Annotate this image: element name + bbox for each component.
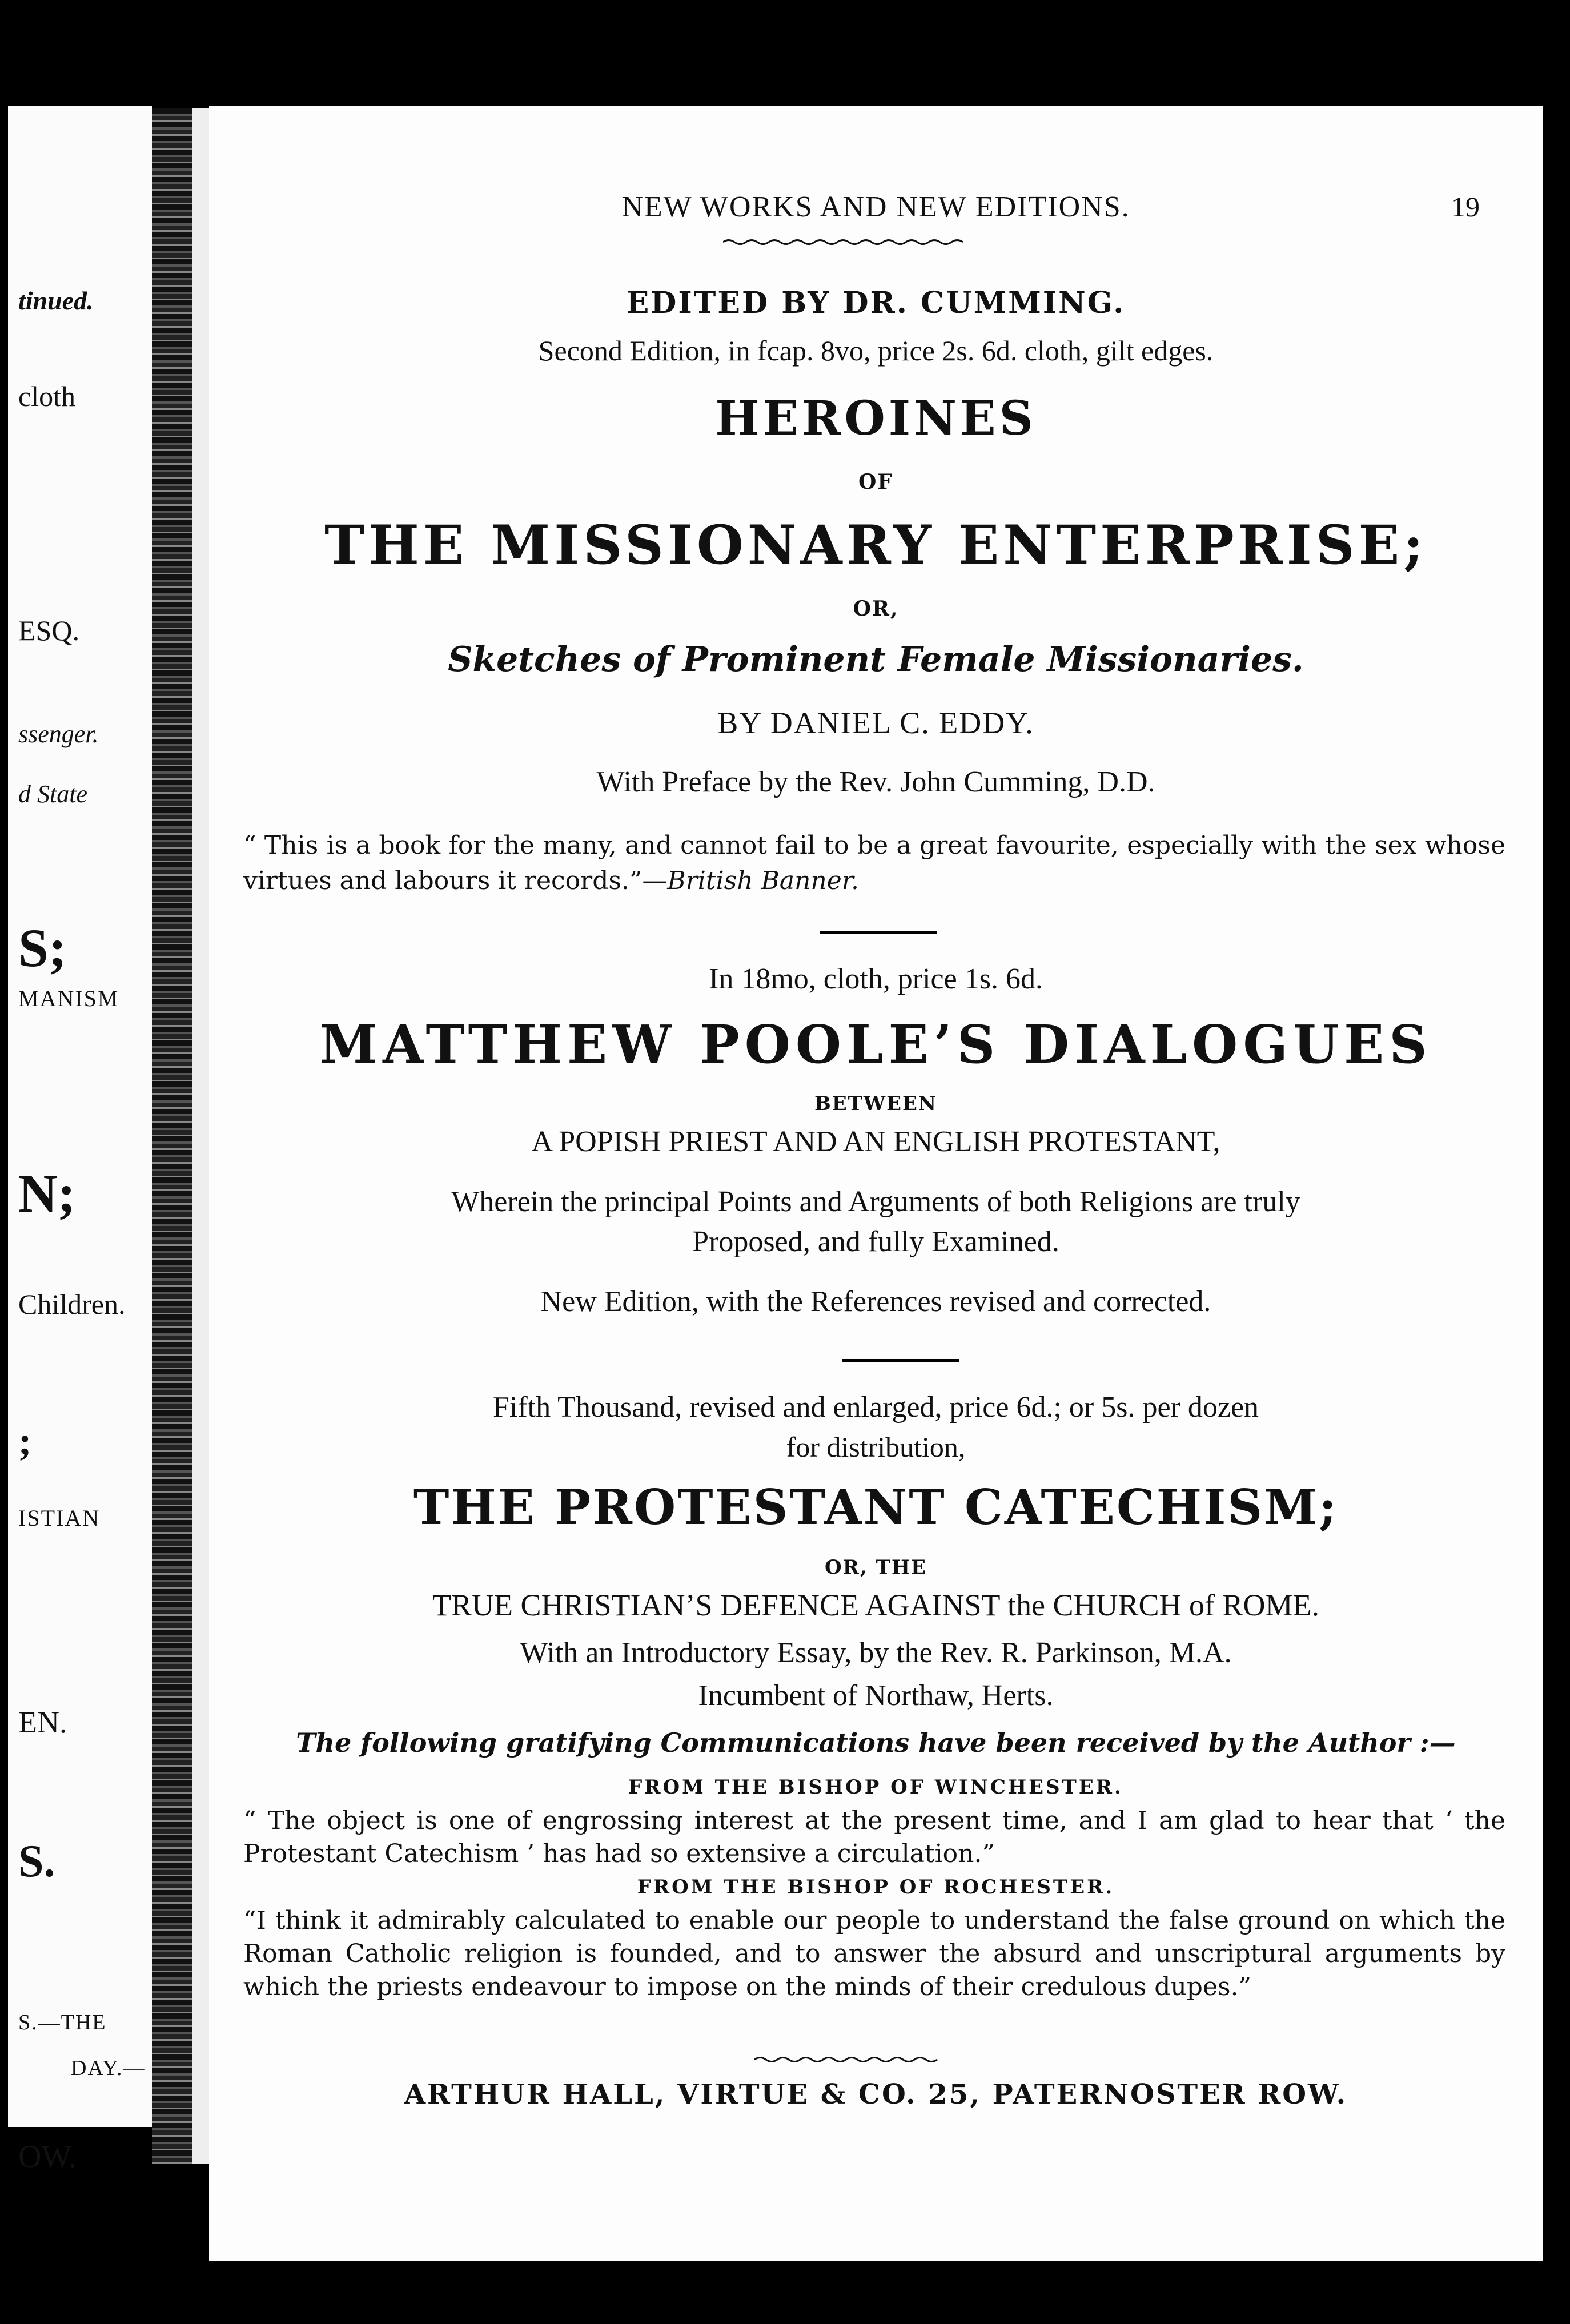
book-page bbox=[209, 106, 1543, 2261]
ornamental-squiggle-2 bbox=[754, 2056, 943, 2064]
missionary-title: THE MISSIONARY ENTERPRISE; bbox=[324, 514, 1427, 577]
catechism-edition-2: for distribution, bbox=[786, 1431, 966, 1463]
poole-edition: In 18mo, cloth, price 1s. 6d. bbox=[709, 963, 1043, 995]
heroines-of: OF bbox=[858, 470, 893, 494]
heroines-or: OR, bbox=[853, 597, 899, 621]
heroines-subtitle: Sketches of Prominent Female Missionaries. bbox=[448, 640, 1304, 679]
fragment-en: EN. bbox=[18, 1705, 67, 1739]
publisher-imprint: ARTHUR HALL, VIRTUE & CO. 25, PATERNOSTER ROW. bbox=[404, 2078, 1348, 2110]
fragment-istian: ISTIAN bbox=[18, 1505, 101, 1531]
book-gutter bbox=[152, 108, 192, 2164]
heroines-review-text: “ This is a book for the many, and cannot fail to be a great favourite, especially with the sex whose virtues and labours it records.”— bbox=[243, 831, 1505, 895]
catechism-title: THE PROTESTANT CATECHISM; bbox=[413, 1479, 1339, 1535]
heroines-preface: With Preface by the Rev. John Cumming, D.D. bbox=[596, 766, 1155, 798]
rochester-quote: “I think it admirably calculated to enable our people to understand the false ground on which the Roman Catholic religion is founded, and to answer the absurd and unscriptural arguments by which the priests endeavour to impose on the minds of their credulous dupes.” bbox=[243, 1906, 1505, 2001]
fragment-ow: OW. bbox=[18, 2139, 77, 2174]
ornamental-squiggle bbox=[723, 238, 963, 246]
fragment-messenger: ssenger. bbox=[18, 720, 99, 748]
poole-parties: A POPISH PRIEST AND AN ENGLISH PROTESTANT, bbox=[531, 1125, 1220, 1158]
heroines-edition: Second Edition, in fcap. 8vo, price 2s. 6d. cloth, gilt edges. bbox=[538, 335, 1214, 367]
catechism-or-the: OR, THE bbox=[825, 1556, 927, 1579]
running-head: NEW WORKS AND NEW EDITIONS. bbox=[621, 191, 1130, 223]
heroines-author: BY DANIEL C. EDDY. bbox=[717, 706, 1034, 740]
fragment-state: d State bbox=[18, 780, 87, 808]
poole-new-edition: New Edition, with the References revised and corrected. bbox=[540, 1285, 1211, 1318]
fragment-cloth: cloth bbox=[18, 380, 75, 412]
gutter-edge bbox=[192, 108, 209, 2164]
poole-between: BETWEEN bbox=[814, 1092, 938, 1115]
fragment-esq: ESQ. bbox=[18, 614, 79, 646]
fragment-the: S.—THE bbox=[18, 2011, 107, 2034]
poole-title: MATTHEW POOLE’S DIALOGUES bbox=[319, 1014, 1432, 1075]
heroines-review bbox=[243, 828, 1505, 899]
section-divider bbox=[820, 931, 937, 934]
page-number: 19 bbox=[1451, 191, 1480, 223]
catechism-incumbent: Incumbent of Northaw, Herts. bbox=[698, 1679, 1054, 1712]
fragment-n-semicolon: N; bbox=[18, 1163, 76, 1224]
fragment-s-semicolon: S; bbox=[18, 918, 67, 978]
communications-note: The following gratifying Communications have been received by the Author :— bbox=[296, 1727, 1456, 1758]
section-divider-2 bbox=[842, 1359, 959, 1362]
from-bishop-rochester: FROM THE BISHOP OF ROCHESTER. bbox=[637, 1876, 1115, 1899]
winchester-quote: “ The object is one of engrossing interest at the present time, and I am glad to hear that ‘ the Protestant Catechism ’ has had so extensive a circulation.” bbox=[243, 1806, 1505, 1868]
fragment-day: DAY.— bbox=[71, 2056, 146, 2080]
poole-description-line-1: Wherein the principal Points and Arguments of both Religions are truly bbox=[451, 1185, 1300, 1218]
fragment-children: Children. bbox=[18, 1288, 126, 1320]
catechism-essay: With an Introductory Essay, by the Rev. R. Parkinson, M.A. bbox=[520, 1637, 1232, 1669]
fragment-continued: tinued. bbox=[18, 286, 94, 315]
fragment-semicolon: ; bbox=[18, 1420, 32, 1463]
catechism-subtitle: TRUE CHRISTIAN’S DEFENCE AGAINST the CHURCH of ROME. bbox=[432, 1588, 1320, 1622]
heroines-title: HEROINES bbox=[715, 391, 1037, 446]
heroines-review-source: British Banner. bbox=[667, 866, 859, 895]
fragment-s: S. bbox=[18, 1836, 55, 1887]
poole-description-line-2: Proposed, and fully Examined. bbox=[692, 1225, 1059, 1258]
facing-page-fragment bbox=[8, 106, 152, 2174]
edited-by: EDITED BY DR. CUMMING. bbox=[626, 286, 1126, 320]
fragment-manism: MANISM bbox=[18, 986, 119, 1011]
catechism-edition-1: Fifth Thousand, revised and enlarged, price 6d.; or 5s. per dozen bbox=[492, 1391, 1259, 1424]
from-bishop-winchester: FROM THE BISHOP OF WINCHESTER. bbox=[628, 1776, 1123, 1799]
